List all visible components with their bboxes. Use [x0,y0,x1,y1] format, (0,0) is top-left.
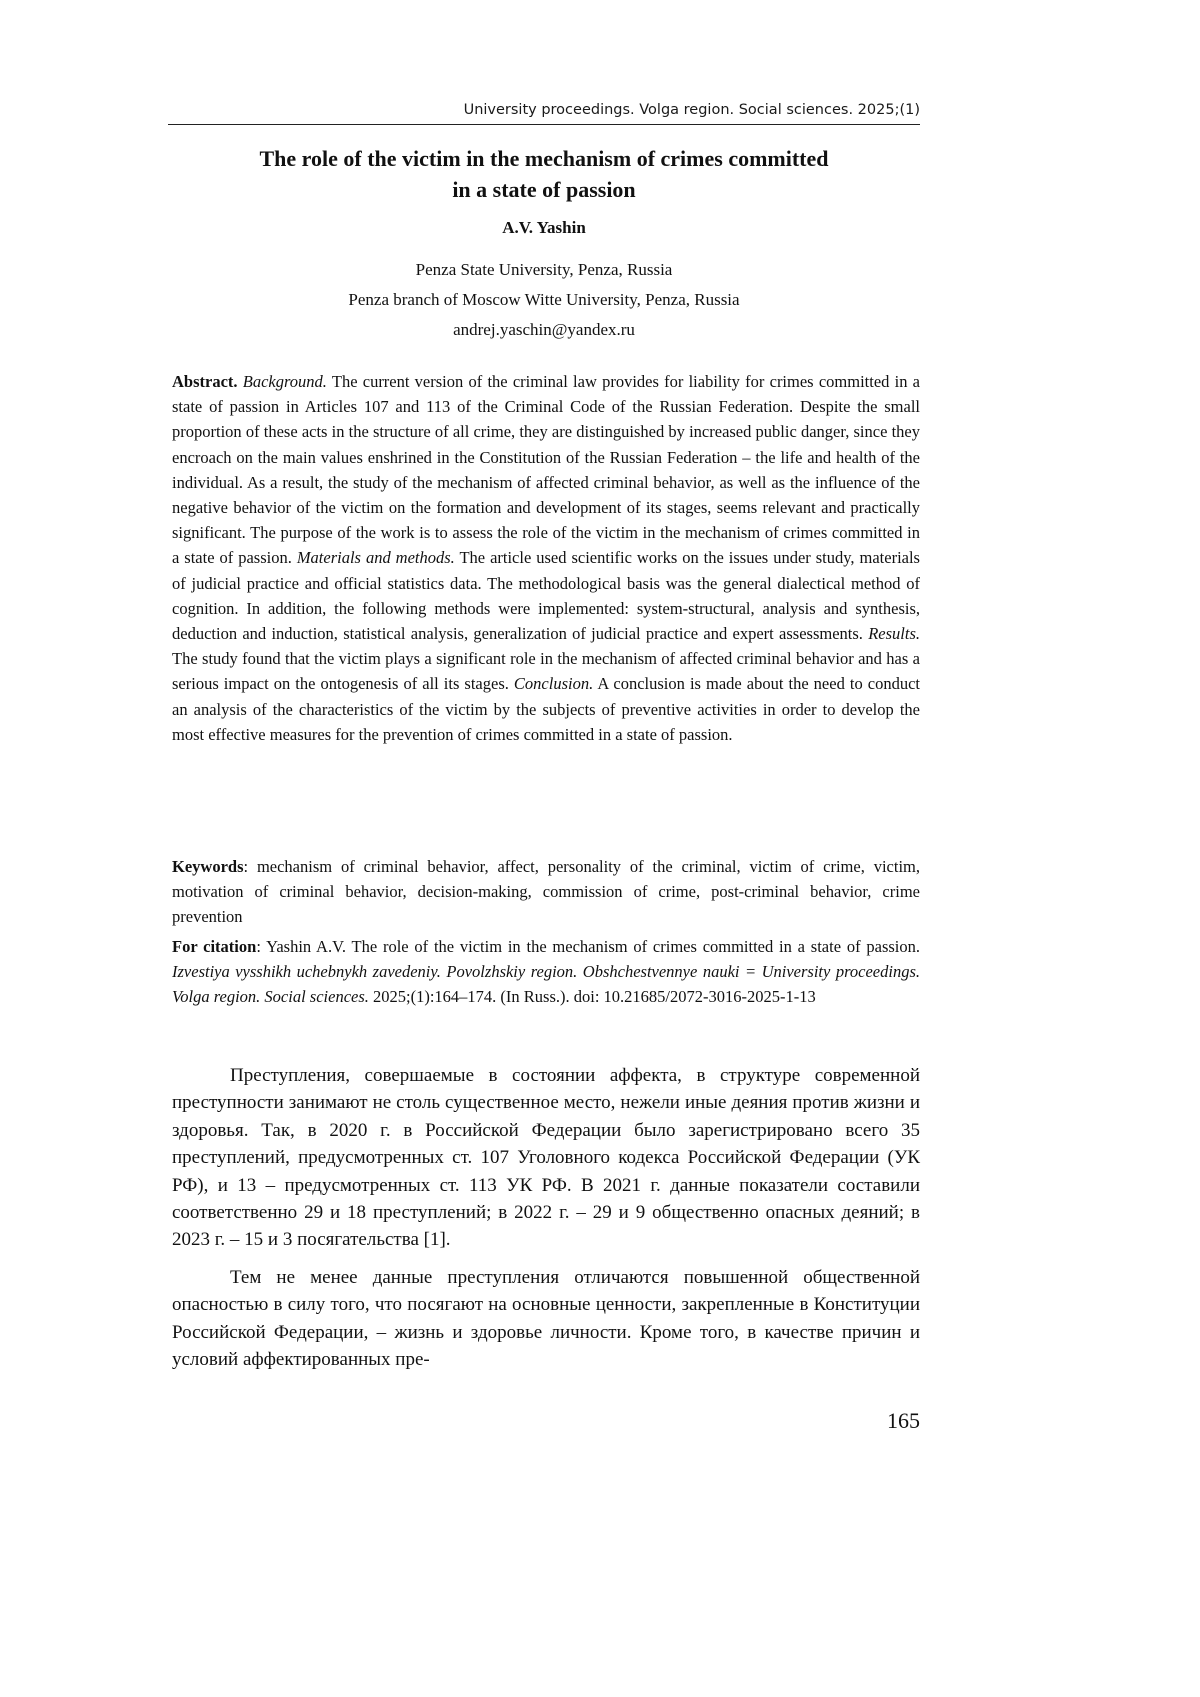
keywords-label: Keywords [172,857,244,876]
keywords-text: : mechanism of criminal behavior, affect, personality of the criminal, victim of crime, victim, motivation of criminal behavior, decision-making, commission of crime, post-criminal behavior, crime prevention [172,857,920,927]
article-title-line-2: in a state of passion [452,177,636,202]
abstract-conclusion-label: Conclusion. [513,674,594,694]
author-email: andrej.yaschin@yandex.ru [453,320,635,339]
abstract [172,369,920,747]
running-head: University proceedings. Volga region. Social sciences. 2025;(1) [463,102,920,118]
body-text [172,1062,920,1383]
abstract-background-text: The current version of the criminal law provides for liability for crimes committed in a state of passion in Articles 107 and 113 of the Criminal Code of the Russian Federation. Despite the small proportion of these acts in the structure of all crime, they are distinguished by increased public danger, since they encroach on the main values enshrined in the Constitution of the Russian Federation – the life and health of the individual. As a result, the study of the mechanism of affected criminal behavior, as well as the influence of the negative behavior of the victim on the formation and development of its stages, seems relevant and practically significant. The purpose of the work is to assess the role of the victim in the mechanism of crimes committed in a state of passion. [172,372,920,568]
citation-doi: 2025;(1):164–174. (In Russ.). doi: 10.21685/2072-3016-2025-1-13 [368,987,816,1007]
body-paragraph-2: Тем не менее данные преступления отличаются повышенной общественной опасностью в силу того, что посягают на основные ценности, закрепленные в Конституции Российской Федерации, – жизнь и здоровье личности. Кроме того, в качестве причин и условий аффектированных пре- [172,1266,920,1371]
page-number: 165 [887,1408,920,1433]
header-rule [168,124,920,125]
article-title [168,143,920,205]
article-title-line-1: The role of the victim in the mechanism of crimes committed [259,146,829,171]
keywords [172,854,920,930]
citation-journal: Izvestiya vysshikh uchebnykh zavedeniy. Povolzhskiy region. Obshchestvennye nauki = University proceedings. Volga region. Social sciences. [172,962,920,1007]
abstract-results-label: Results. [868,624,920,644]
body-paragraph-1: Преступления, совершаемые в состоянии аффекта, в структуре современной преступности занимают не столь существенное место, нежели иные деяния против жизни и здоровья. Так, в 2020 г. в Российской Федерации было зарегистрировано всего 35 преступлений, предусмотренных ст. 107 Уголовного кодекса Российской Федерации (УК РФ), и 13 – предусмотренных ст. 113 УК РФ. В 2021 г. данные показатели составили соответственно 29 и 18 преступлений; в 2022 г. – 29 и 9 общественно опасных деяний; в 2023 г. – 15 и 3 посягательства [1]. [172,1065,920,1251]
abstract-methods-label: Materials and methods. [296,548,455,568]
abstract-label: Abstract. [172,372,238,391]
abstract-conclusion-text: A conclusion is made about the need to conduct an analysis of the characteristics of the victim by the subjects of preventive activities in order to develop the most effective measures for the prevention of crimes committed in a state of passion. [172,674,920,744]
citation-label: For citation [172,937,257,956]
abstract-background-label: Background. [242,372,327,391]
affiliation-2: Penza branch of Moscow Witte University, Penza, Russia [348,290,740,309]
citation [172,934,920,1010]
affiliation-1: Penza State University, Penza, Russia [415,260,673,279]
abstract-methods-text: The article used scientific works on the issues under study, materials of judicial practice and official statistics data. The methodological basis was the general dialectical method of cognition. In addition, the following methods were implemented: system-structural, analysis and synthesis, deduction and induction, statistical analysis, generalization of judicial practice and expert assessments. [172,548,920,644]
author-name: A.V. Yashin [502,218,586,237]
affiliation-block [168,255,920,345]
citation-text: : Yashin A.V. The role of the victim in the mechanism of crimes committed in a state of passion. [256,937,920,956]
abstract-results-text: The study found that the victim plays a significant role in the mechanism of affected criminal behavior and has a serious impact on the ontogenesis of all its stages. [172,649,920,694]
